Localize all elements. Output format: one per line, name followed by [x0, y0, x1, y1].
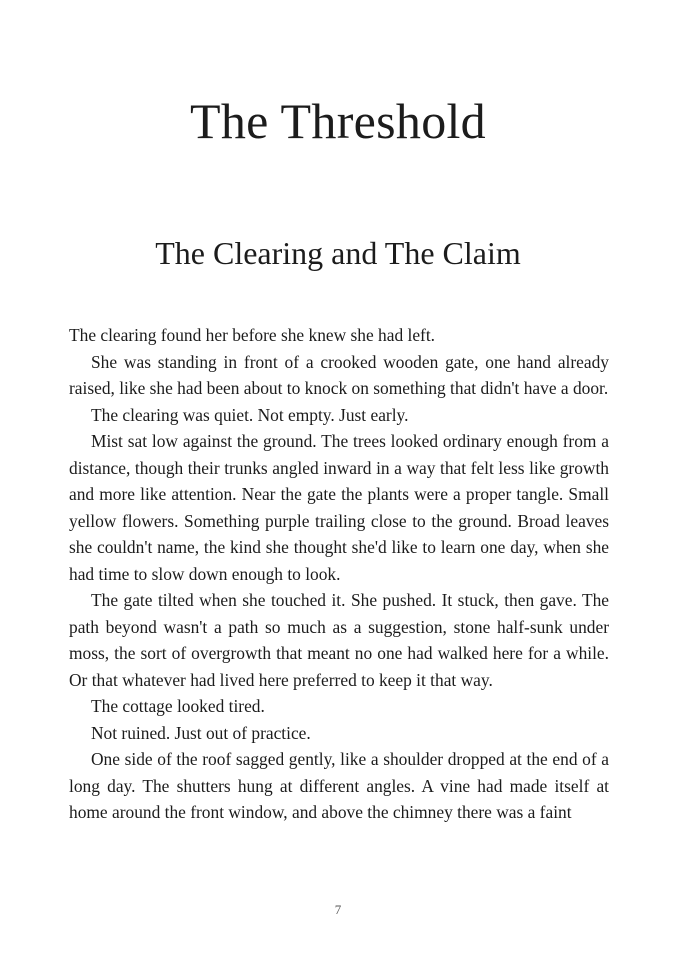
page-number: 7	[334, 902, 342, 917]
paragraph-5: The gate tilted when she touched it. She pushed. It stuck, then gave. The path beyond wasn't a path so much as a suggestion, stone half-sunk under moss, the sort of overgrowth that meant no one had walked here for a while. Or that whatever had lived here preferred to keep it that way.	[69, 590, 609, 690]
paragraph-4: Mist sat low against the ground. The trees looked ordinary enough from a distance, though their trunks angled inward in a way that felt less like growth and more like attention. Near the gate the plants were a proper tangle. Small yellow flowers. Something purple trailing close to the ground. Broad leaves she couldn't name, the kind she thought she'd like to learn one day, when she had time to slow down enough to look.	[69, 431, 609, 584]
paragraph-7: Not ruined. Just out of practice.	[91, 722, 311, 743]
chapter-title: The Threshold	[190, 93, 486, 149]
body-text	[69, 322, 609, 826]
section-title: The Clearing and The Claim	[155, 235, 521, 271]
paragraph-6: The cottage looked tired.	[91, 696, 265, 716]
paragraph-2: She was standing in front of a crooked wooden gate, one hand already raised, like she had been about to knock on something that didn't have a door.	[69, 351, 609, 398]
paragraph-8: One side of the roof sagged gently, like a shoulder dropped at the end of a long day. The shutters hung at different angles. A vine had made itself at home around the front window, and above the chimney there was a faint	[69, 749, 609, 822]
paragraph-1: The clearing found her before she knew she had left.	[69, 325, 436, 345]
paragraph-3: The clearing was quiet. Not empty. Just early.	[91, 404, 409, 425]
